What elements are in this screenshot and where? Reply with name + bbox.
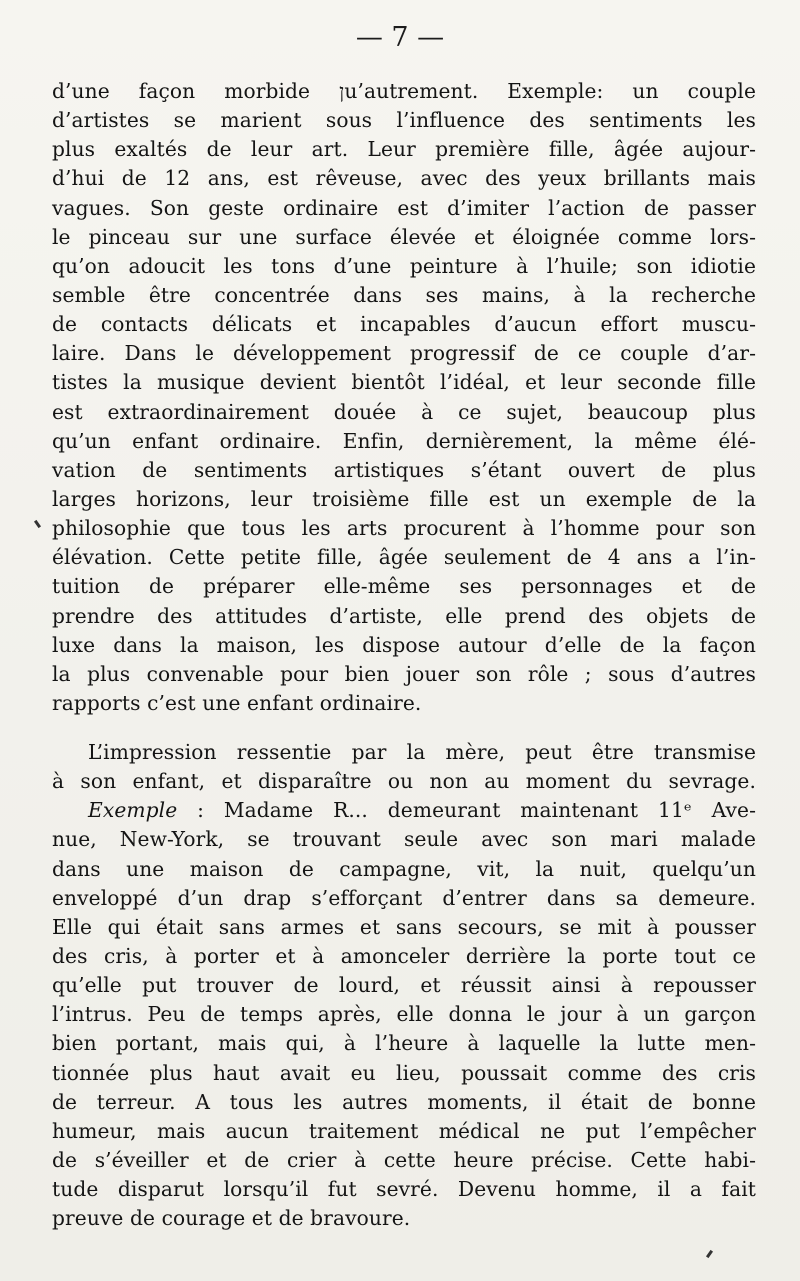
text-line: de contacts délicats et incapables d’aucun effort muscu-: [52, 312, 756, 337]
text-line: philosophie que tous les arts procurent à l’homme pour son: [52, 516, 756, 541]
text-line: nue, New-York, se trouvant seule avec son mari malade: [52, 827, 756, 852]
text-line: le pinceau sur une surface élevée et éloignée comme lors-: [52, 224, 756, 249]
text-line: bien portant, mais qui, à l’heure à laquelle la lutte men-: [52, 1031, 756, 1056]
text-line-example: [52, 796, 756, 825]
paragraph-1: [52, 77, 756, 718]
text-line: plus exaltés de leur art. Leur première fille, âgée aujour-: [52, 137, 756, 162]
text-line: est extraordinairement douée à ce sujet, beaucoup plus: [52, 399, 756, 424]
margin-mark: [706, 1250, 713, 1258]
text-line: larges horizons, leur troisième fille est un exemple de la: [52, 486, 756, 511]
margin-mark: [34, 520, 41, 528]
text-line: L’impression ressentie par la mère, peut être transmise: [88, 740, 756, 764]
text-line: l’intrus. Peu de temps après, elle donna le jour à un garçon: [52, 1002, 756, 1027]
text-line: qu’on adoucit les tons d’une peinture à l’huile; son idiotie: [52, 253, 756, 278]
example-line-rest: : Madame R... demeurant maintenant 11ᵉ Ave-: [177, 798, 756, 823]
text-line: laire. Dans le développement progressif de ce couple d’ar-: [52, 341, 756, 366]
text-line: qu’un enfant ordinaire. Enfin, dernièrement, la même élé-: [52, 428, 756, 453]
text-line: d’hui de 12 ans, est rêveuse, avec des yeux brillants mais: [52, 166, 756, 191]
text-line: rapports c’est une enfant ordinaire.: [52, 690, 422, 715]
example-label: Exemple: [88, 798, 178, 823]
text-line: enveloppé d’un drap s’efforçant d’entrer dans sa demeure.: [52, 885, 756, 910]
text-line: Elle qui était sans armes et sans secours, se mit à pousser: [52, 914, 756, 939]
text-line: d’artistes se marient sous l’influence des sentiments les: [52, 108, 756, 133]
text-line: la plus convenable pour bien jouer son rôle ; sous d’autres: [52, 661, 756, 686]
text-line: vation de sentiments artistiques s’étant ouvert de plus: [52, 457, 756, 482]
text-line: semble être concentrée dans ses mains, à la recherche: [52, 282, 756, 307]
text-line: tude disparut lorsqu’il fut sevré. Devenu homme, il a fait: [52, 1177, 756, 1202]
text-line: prendre des attitudes d’artiste, elle prend des objets de: [52, 603, 756, 628]
paragraph-2: [52, 738, 756, 1233]
text-line: humeur, mais aucun traitement médical ne put l’empêcher: [52, 1118, 756, 1143]
text-line: de s’éveiller et de crier à cette heure précise. Cette habi-: [52, 1147, 756, 1172]
page-number: — 7 —: [355, 22, 445, 53]
text-line: de terreur. A tous les autres moments, il était de bonne: [52, 1089, 756, 1114]
text-line: d’une façon morbide ןu’autrement. Exemple: un couple: [52, 79, 756, 103]
text-line: dans une maison de campagne, vit, la nuit, quelqu’un: [52, 856, 756, 881]
text-line: tuition de préparer elle-même ses personnages et de: [52, 574, 756, 599]
text-line: des cris, à porter et à amonceler derrière la porte tout ce: [52, 943, 756, 968]
text-line: élévation. Cette petite fille, âgée seulement de 4 ans a l’in-: [52, 545, 756, 570]
text-line: vagues. Son geste ordinaire est d’imiter l’action de passer: [52, 195, 756, 220]
text-line: tionnée plus haut avait eu lieu, poussait comme des cris: [52, 1060, 756, 1085]
text-line: à son enfant, et disparaître ou non au moment du sevrage.: [52, 769, 756, 794]
text-line: luxe dans la maison, les dispose autour d’elle de la façon: [52, 632, 756, 657]
text-line: qu’elle put trouver de lourd, et réussit ainsi à repousser: [52, 973, 756, 998]
text-line: tistes la musique devient bientôt l’idéal, et leur seconde fille: [52, 370, 756, 395]
text-line: preuve de courage et de bravoure.: [52, 1206, 411, 1231]
